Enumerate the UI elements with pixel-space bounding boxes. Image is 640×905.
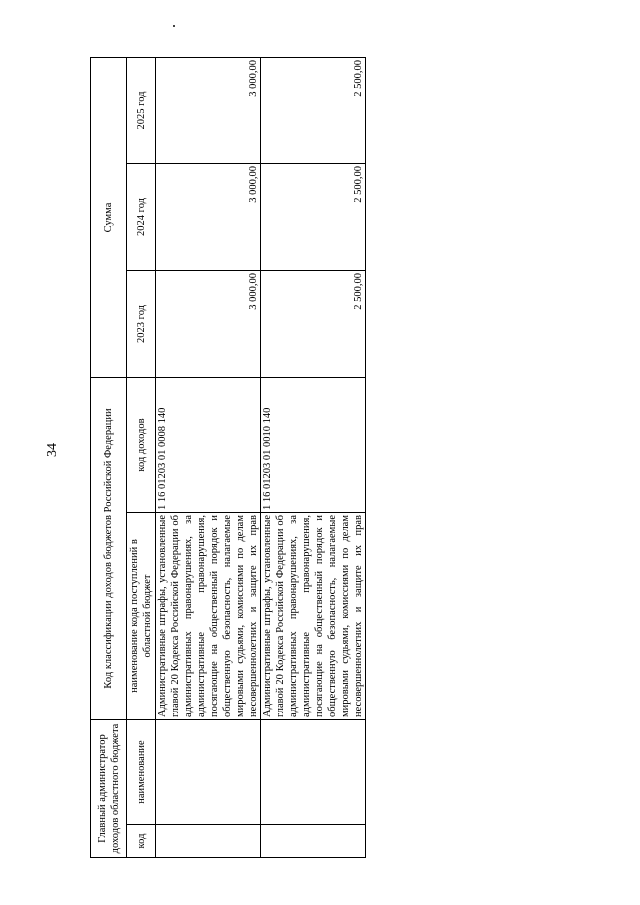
row-2025: 3 000,00	[156, 57, 261, 163]
row-description: Административные штрафы, установленные главой 20 Кодекса Российской Федерации об административных правонарушениях, за административные правонарушения, посягающие на общественный порядок и общественную безопасность, налагаемые мировыми судьями, комиссиями по делам несовершеннолетних и защите их прав	[156, 513, 261, 720]
revenue-table	[90, 57, 366, 858]
scan-speck	[173, 25, 175, 27]
header-code: код	[127, 825, 156, 858]
row-2025: 2 500,00	[261, 57, 366, 163]
row-code	[261, 825, 366, 858]
row-2023: 2 500,00	[261, 270, 366, 377]
row-revenue-code: 1 16 01203 01 0008 140	[156, 377, 261, 512]
header-2025: 2025 год	[127, 57, 156, 163]
header-sum: Сумма	[91, 57, 127, 377]
header-2023: 2023 год	[127, 270, 156, 377]
table-row	[156, 57, 261, 857]
page-number: 34	[45, 443, 60, 457]
header-revenue-name: наименование кода поступлений в областной бюджет	[127, 513, 156, 720]
header-revenue-code: код доходов	[127, 377, 156, 512]
row-name	[156, 720, 261, 825]
row-description: Административные штрафы, установленные главой 20 Кодекса Российской Федерации об административных правонарушениях, за административные правонарушения, посягающие на общественный порядок и общественную безопасность, налагаемые мировыми судьями, комиссиями по делам несовершеннолетних и защите их прав	[261, 513, 366, 720]
header-classification: Код классификации доходов бюджетов Российской Федерации	[91, 377, 127, 719]
row-name	[261, 720, 366, 825]
row-2024: 2 500,00	[261, 163, 366, 270]
rotated-table-container	[90, 58, 364, 858]
row-2024: 3 000,00	[156, 163, 261, 270]
header-name: наименование	[127, 720, 156, 825]
table-row	[261, 57, 366, 857]
row-2023: 3 000,00	[156, 270, 261, 377]
row-revenue-code: 1 16 01203 01 0010 140	[261, 377, 366, 512]
row-code	[156, 825, 261, 858]
header-main-admin: Главный администратор доходов областного бюджета	[91, 720, 127, 858]
header-2024: 2024 год	[127, 163, 156, 270]
